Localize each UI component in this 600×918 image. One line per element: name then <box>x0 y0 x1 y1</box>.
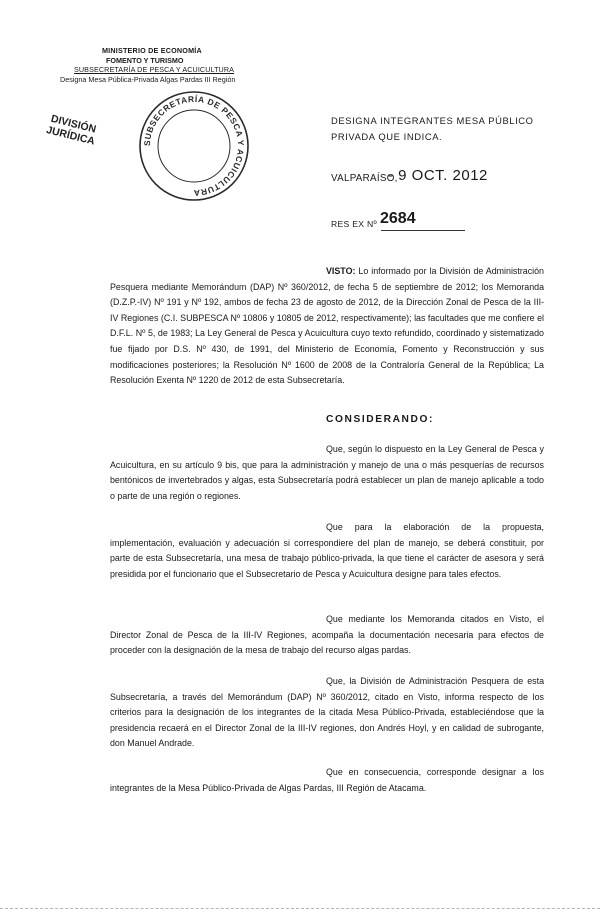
reference-line: Designa Mesa Pública-Privada Algas Pardas III Región <box>60 74 236 84</box>
visto-paragraph <box>110 264 544 389</box>
date-stamp: - 9 OCT. 2012 <box>388 167 488 184</box>
resolution-number-underline <box>381 230 465 231</box>
resolution-subject: DESIGNA INTEGRANTES MESA PÚBLICO PRIVADA QUE INDICA. <box>331 115 534 142</box>
resolution-number-label: RES EX Nº <box>331 219 377 229</box>
division-seal-stamp <box>138 90 250 202</box>
visto-label: VISTO: <box>326 266 356 276</box>
considerando-text: Que mediante los Memoranda citados en Visto, el Director Zonal de Pesca de la III-IV Regiones, acompaña la documentación necesaria para efectos de proceder con la designación de la mesa de trabajo del recurso algas pardas. <box>110 614 544 656</box>
ministry-subname: FOMENTO Y TURISMO <box>106 55 184 65</box>
seal-ring-text: SUBSECRETARÍA DE PESCA Y ACUICULTURA <box>141 93 247 199</box>
considerando-paragraph <box>110 520 544 582</box>
considerando-heading: CONSIDERANDO: <box>326 414 434 425</box>
seal-center-text: DIVISIÓN JURÍDICA <box>45 112 98 148</box>
considerando-text: Que para la elaboración de la propuesta, implementación, evaluación y adecuación si correspondiere del plan de manejo, se deberá constituir, por parte de esta Subsecretaría, una mesa de trabajo público-privada, la que tiene el carácter de asesora y será presidida por el funcionario que el Subsecretario de Pesca y Acuicultura designe para tales efectos. <box>110 522 544 579</box>
considerando-text: Que, según lo dispuesto en la Ley General de Pesca y Acuicultura, en su artículo 9 bis, que para la administración y manejo de una o más pesquerías de recursos bentónicos de invertebrados y algas, esta Subsecretaría podrá establecer un plan de manejo aplicable a todo o parte de una región o regiones. <box>110 444 544 501</box>
page-bottom-edge <box>0 908 600 909</box>
place-label: VALPARAÍSO, <box>331 173 398 184</box>
ministry-name: MINISTERIO DE ECONOMÍA <box>102 46 202 55</box>
subsecretaria-name: SUBSECRETARÍA DE PESCA Y ACUICULTURA <box>74 65 235 75</box>
letterhead <box>60 46 280 84</box>
considerando-paragraph <box>110 612 544 659</box>
considerando-paragraph <box>110 442 544 504</box>
visto-text: Lo informado por la División de Administración Pesquera mediante Memorándum (DAP) Nº 360/2012, de fecha 5 de septiembre de 2012; los Memoranda (D.Z.P.-IV) Nº 191 y Nº 192, ambos de fecha 23 de agosto de 2012, de la Dirección Zonal de Pesca de la III-IV Regiones (C.I. SUBPESCA Nº 10806 y 10805 de 2012, respectivamente); las facultades que me confiere el D.F.L. Nº 5, de 1983; La Ley General de Pesca y Acuicultura cuyo texto refundido, coordinado y sistematizado fue fijado por D.S. Nº 430, de 1991, del Ministerio de Economía, Fomento y Reconstrucción y sus modificaciones posteriores; la Resolución Nº 1600 de 2008 de la Contraloría General de la República; La Resolución Exenta Nº 1220 de 2012 de esta Subsecretaría. <box>110 266 544 386</box>
resolution-number: 2684 <box>380 210 416 227</box>
considerando-text: Que en consecuencia, corresponde designar a los integrantes de la Mesa Público-Privada de Algas Pardas, III Región de Atacama. <box>110 767 544 793</box>
considerando-paragraph <box>110 765 544 796</box>
considerando-paragraph <box>110 674 544 752</box>
considerando-text: Que, la División de Administración Pesquera de esta Subsecretaría, a través del Memorándum (DAP) Nº 360/2012, citado en Visto, informa respecto de los criterios para la designación de los integrantes de la citada Mesa Público-Privada, estableciéndose que la presidencia recaerá en el Director Zonal de la III-IV regiones, don Andrés Hoyl, y en calidad de subrogante, don Manuel Andrade. <box>110 676 544 749</box>
